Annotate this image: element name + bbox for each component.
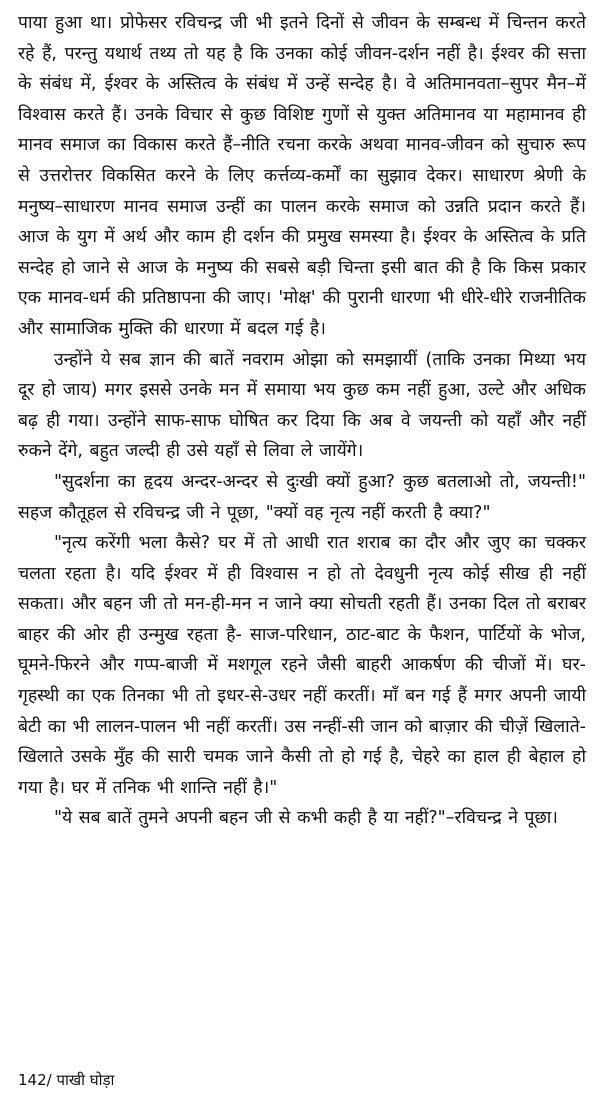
- page-footer: 142/ पाखी घोड़ा: [18, 1071, 115, 1089]
- paragraph-3: "सुदर्शना का हृदय अन्दर-अन्दर से दुःखी क्यों हुआ? कुछ बतलाओ तो, जयन्ती!" सहज कौतूहल से रविचन्द्र जी ने पूछा, "क्यों वह नृत्य नहीं करती है क्या?": [18, 471, 586, 523]
- paragraph-2: उन्होंने ये सब ज्ञान की बातें नवराम ओझा को समझायीं (ताकि उनका मिथ्या भय दूर हो जाय) मगर इससे उनके मन में समाया भय कुछ कम नहीं हुआ, उल्टे और अधिक बढ़ ही गया। उन्होंने साफ-साफ घोषित कर दिया कि अब वे जयन्ती को यहाँ और नहीं रुकने देंगे, बहुत जल्दी ही उसे यहाँ से लिवा ले जायेंगे।: [18, 349, 586, 462]
- paragraph-5: "ये सब बातें तुमने अपनी बहन जी से कभी कही है या नहीं?"–रविचन्द्र ने पूछा।: [54, 808, 558, 829]
- body-text: [18, 8, 586, 834]
- paragraph-4: "नृत्य करेंगी भला कैसे? घर में तो आधी रात शराब का दौर और जुए का चक्कर चलता रहता है। यदि ईश्वर में ही विश्वास न हो तो देवधुनी नृत्य कोई सीख ही नहीं सकता। और बहन जी तो मन-ही-मन न जाने क्या सोचती रहती हैं। उनका दिल तो बराबर बाहर की ओर ही उन्मुख रहता है- साज-परिधान, ठाट-बाट के फैशन, पार्टियों के भोज, घूमने-फिरने और गप्प-बाजी में मशगूल रहने जैसी बाहरी आकर्षण की चीजों में। घर-गृहस्थी का एक तिनका भी तो इधर-से-उधर नहीं करतीं। माँ बन गई हैं मगर अपनी जायी बेटी का भी लालन-पालन भी नहीं करतीं। उस नन्हीं-सी जान को बाज़ार की चीज़ें खिलाते-खिलाते उसके मुँह की सारी चमक जाने कैसी तो हो गई है, चेहरे का हाल ही बेहाल हो गया है। घर में तनिक भी शान्ति नहीं है।": [18, 533, 586, 798]
- paragraph-1: पाया हुआ था। प्रोफेसर रविचन्द्र जी भी इतने दिनों से जीवन के सम्बन्ध में चिन्तन करते रहे हैं, परन्तु यथार्थ तथ्य तो यह है कि उनका कोई जीवन-दर्शन नहीं है। ईश्वर की सत्ता के संबंध में, ईश्वर के अस्तित्व के संबंध में उन्हें सन्देह है। वे अतिमानवता–सुपर मैन–में विश्वास करते हैं। उनके विचार से कुछ विशिष्ट गुणों से युक्त अतिमानव या महामानव ही मानव समाज का विकास करते हैं–नीति रचना करके अथवा मानव-जीवन को सुचारु रूप से उत्तरोत्तर विकसित करने के लिए कर्त्तव्य-कर्मों का सुझाव देकर। साधारण श्रेणी के मनुष्य–साधारण मानव समाज उन्हीं का पालन करके समाज को उन्नति प्रदान करते हैं। आज के युग में अर्थ और काम ही दर्शन की प्रमुख समस्या है। ईश्वर के अस्तित्व के प्रति सन्देह हो जाने से आज के मनुष्य की सबसे बड़ी चिन्ता इसी बात की है कि किस प्रकार एक मानव-धर्म की प्रतिष्ठापना की जाए। 'मोक्ष' की पुरानी धारणा भी धीरे-धीरे राजनीतिक और सामाजिक मुक्ति की धारणा में बदल गई है।: [18, 13, 586, 339]
